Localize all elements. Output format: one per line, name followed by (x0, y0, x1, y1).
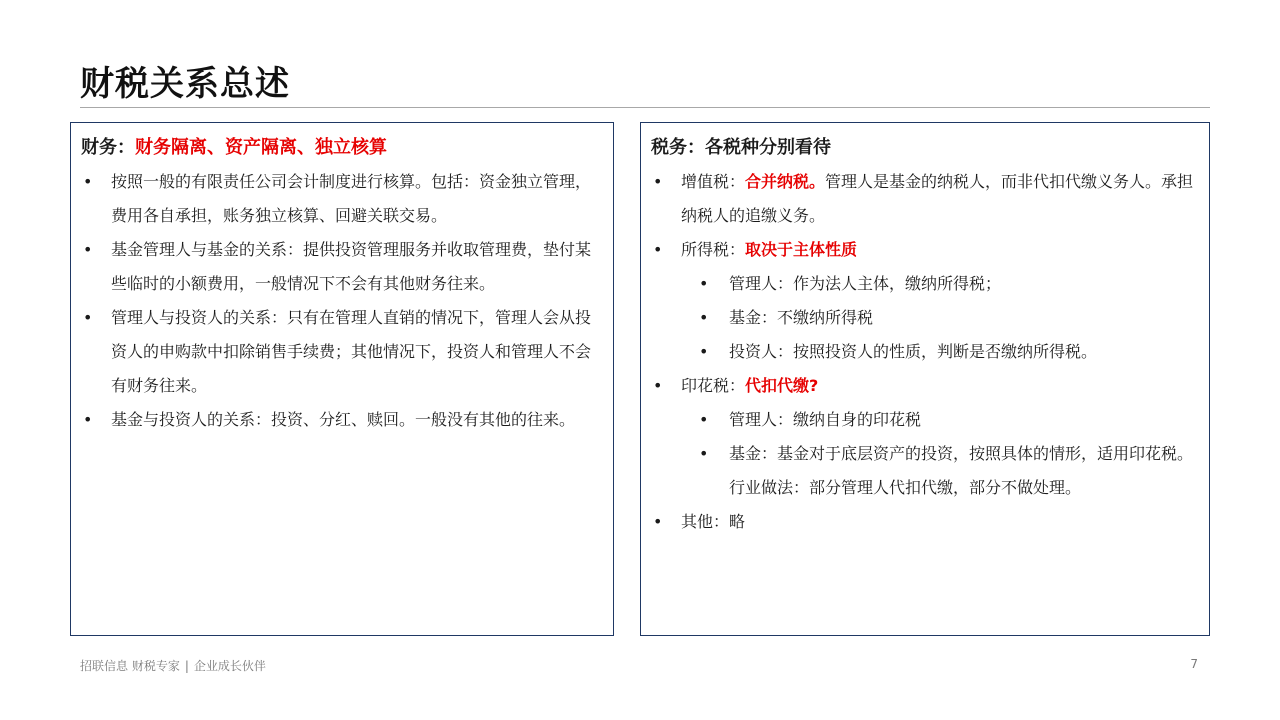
title-divider (80, 107, 1210, 108)
income-sub-manager: • 管理人：作为法人主体，缴纳所得税； (651, 267, 1205, 301)
stamp-sub-fund: • 基金：基金对于底层资产的投资，按照具体的情形，适用印花税。行业做法：部分管理人代扣代缴，部分不做处理。 (651, 437, 1205, 505)
tax-bullet-stamp (651, 369, 1205, 403)
stamp-tax-highlight: 代扣代缴? (745, 376, 819, 395)
stamp-sub-manager: • 管理人：缴纳自身的印花税 (651, 403, 1205, 437)
footer-branding (80, 657, 266, 674)
vat-text: 管理人是基金的纳税人，而非代扣代缴义务人。承担纳税人的追缴义务。 (681, 172, 1194, 225)
income-tax-label: 所得税： (681, 240, 746, 259)
finance-bullet-list (81, 165, 605, 437)
income-sub-fund: • 基金：不缴纳所得税 (651, 301, 1205, 335)
finance-bullet-manager-fund: • 基金管理人与基金的关系：提供投资管理服务并收取管理费，垫付某些临时的小额费用，一般情况下不会有其他财务往来。 (81, 233, 605, 301)
finance-heading (81, 133, 605, 163)
tax-heading: 税务：各税种分别看待 (651, 137, 831, 158)
tax-panel (640, 122, 1210, 636)
finance-bullet-accounting: • 按照一般的有限责任公司会计制度进行核算。包括：资金独立管理，费用各自承担，账务独立核算、回避关联交易。 (81, 165, 605, 233)
finance-bullet-fund-investor: • 基金与投资人的关系：投资、分红、赎回。一般没有其他的往来。 (81, 403, 605, 437)
tax-bullet-income (651, 233, 1205, 267)
finance-heading-prefix: 财务： (81, 137, 135, 158)
footer-company: 招联信息 财税专家 (80, 659, 180, 673)
footer-slogan: 企业成长伙伴 (193, 659, 266, 673)
vat-highlight: 合并纳税。 (745, 172, 826, 191)
finance-panel (70, 122, 614, 636)
tax-bullet-vat (651, 165, 1205, 233)
tax-bullet-list (651, 165, 1205, 539)
stamp-tax-label: 印花税： (681, 376, 746, 395)
finance-heading-highlight: 财务隔离、资产隔离、独立核算 (135, 137, 387, 158)
footer-separator: | (184, 659, 189, 673)
finance-bullet-manager-investor: • 管理人与投资人的关系：只有在管理人直销的情况下，管理人会从投资人的申购款中扣除销售手续费；其他情况下，投资人和管理人不会有财务往来。 (81, 301, 605, 403)
tax-bullet-other: • 其他：略 (651, 505, 1205, 539)
income-sub-investor: • 投资人：按照投资人的性质，判断是否缴纳所得税。 (651, 335, 1205, 369)
page-number: 7 (1190, 657, 1198, 671)
income-tax-highlight: 取决于主体性质 (745, 240, 858, 259)
page-title: 财税关系总述 (80, 64, 290, 104)
vat-label: 增值税： (681, 172, 746, 191)
